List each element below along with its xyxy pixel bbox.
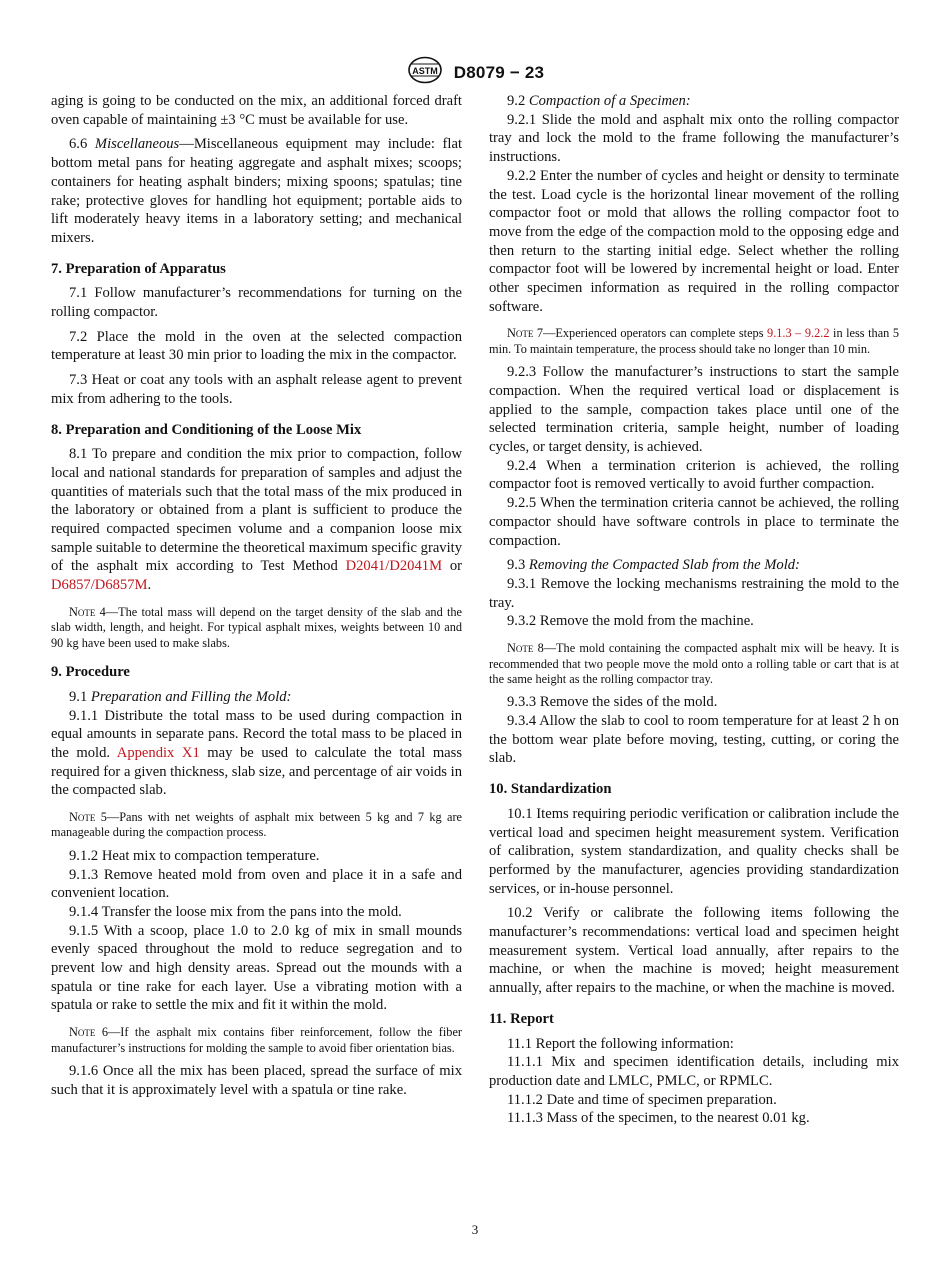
note-6: Note 6—If the asphalt mix contains fiber reinforcement, follow the fiber manufacturer’s instructions for molding the sample to avoid fiber orientation bias. xyxy=(51,1025,462,1055)
paragraph-8-1: 8.1 To prepare and condition the mix prior to compaction, follow local and national standards for preparation of samples and adjust the quantities of materials such that the total mass of the mix produced in the laboratory or obtained from a plant is sufficient to produce the required compacted specimen volume and a companion loose mix sample suitable to determine the theoretical maximum specific gravity of the asphalt mix according to Test Method D2041/D2041M or D6857/D6857M. xyxy=(51,446,463,594)
paragraph-9-1-6: 9.1.6 Once all the mix has been placed, spread the surface of mix such that it is approximately level with a spatula or tine rake. xyxy=(51,1062,462,1098)
paragraph-9-3-4: 9.3.4 Allow the slab to cool to room temperature for at least 2 h on the bottom wear plate before moving, testing, cutting, or coring the slab. xyxy=(489,713,899,767)
paragraph-11-1-2: 11.1.2 Date and time of specimen preparation. xyxy=(507,1091,777,1108)
link-d6857[interactable]: D6857/D6857M xyxy=(51,577,148,594)
section-heading-11: 11. Report xyxy=(489,1010,554,1027)
svg-text:ASTM: ASTM xyxy=(412,66,438,76)
paragraph-9-2-2: 9.2.2 Enter the number of cycles and height or density to terminate the test. Load cycle is the horizontal linear movement of the rolling compactor foot or mold that allows the rolling compactor foot to move from the edge of the compaction mold to the opposing edge and then return to the starting initial edge. Select whether the rolling compactor foot will be lowered by incremental height or load. Enter other specimen information as required in the rolling compactor software. xyxy=(489,167,899,315)
paragraph-9-1-4: 9.1.4 Transfer the loose mix from the pans into the mold. xyxy=(69,903,402,920)
paragraph-10-1: 10.1 Items requiring periodic verification or calibration include the vertical load and specimen height measurement system. Verification of calibration, system standardization, and quality checks shall be performed by the manufacturer, agencies providing standardization services, or in-house personnel. xyxy=(489,805,899,897)
paragraph-7-3: 7.3 Heat or coat any tools with an asphalt release agent to prevent mix from adhering to the tools. xyxy=(51,372,462,407)
paragraph-9-2-1: 9.2.1 Slide the mold and asphalt mix onto the rolling compactor tray and lock the mold to the frame following the manufacturer’s instructions. xyxy=(489,111,899,166)
paragraph-9-2-4: 9.2.4 When a termination criterion is achieved, the rolling compactor foot is removed vertically to avoid further compaction. xyxy=(489,457,899,493)
paragraph-9-1-2: 9.1.2 Heat mix to compaction temperature. xyxy=(69,847,320,864)
paragraph-10-2: 10.2 Verify or calibrate the following items following the manufacturer’s recommendations: vertical load and specimen height measurement system. Vertical load annually, after repairs to the machine, or when the machine is moved; height measurement annually, after repairs to the machine, or when the machine is moved. xyxy=(489,905,899,997)
paragraph-9-1: 9.1 Preparation and Filling the Mold: xyxy=(69,688,292,705)
paragraph-9-2-5: 9.2.5 When the termination criteria cannot be achieved, the rolling compactor should have software controls in place to terminate the compaction. xyxy=(489,495,899,549)
paragraph-9-3: 9.3 Removing the Compacted Slab from the Mold: xyxy=(507,557,800,574)
link-steps-range[interactable]: 9.1.3 – 9.2.2 xyxy=(767,326,830,341)
note-7: Note 7—Experienced operators can complete steps 9.1.3 – 9.2.2 in less than 5 min. To maintain temperature, the process should take no longer than 10 min. xyxy=(489,326,899,356)
note-4: Note 4—The total mass will depend on the target density of the slab and the slab width, length, and height. For typical asphalt mixes, weights between 10 and 90 kg have been used to make slabs. xyxy=(51,604,462,650)
section-heading-8: 8. Preparation and Conditioning of the Loose Mix xyxy=(51,421,362,438)
note-8: Note 8—The mold containing the compacted asphalt mix will be heavy. It is recommended that two people move the mold onto a rolling table or cart that is at the same height as the rolling compactor tray. xyxy=(489,641,899,686)
paragraph-11-1-3: 11.1.3 Mass of the specimen, to the nearest 0.01 kg. xyxy=(507,1110,810,1127)
paragraph-7-1: 7.1 Follow manufacturer’s recommendations for turning on the rolling compactor. xyxy=(51,285,462,321)
paragraph-9-2: 9.2 Compaction of a Specimen: xyxy=(507,93,691,109)
section-heading-7: 7. Preparation of Apparatus xyxy=(51,260,226,277)
link-d2041[interactable]: D2041/D2041M xyxy=(345,558,443,575)
paragraph-9-1-5: 9.1.5 With a scoop, place 1.0 to 2.0 kg of mix in small mounds evenly spaced throughout the mold to reduce segregation and to prevent low and high density areas. Spread out the mounds with a spatula or tine rake for each layer. Use a vibrating motion with a spatula or rake to settle the mix and fit it within the mold. xyxy=(51,922,462,1014)
paragraph-9-3-2: 9.3.2 Remove the mold from the machine. xyxy=(507,613,754,630)
document-id: D8079 − 23 xyxy=(453,62,545,82)
section-heading-9: 9. Procedure xyxy=(51,664,130,681)
paragraph-9-3-1: 9.3.1 Remove the locking mechanisms restraining the mold to the tray. xyxy=(489,575,899,611)
paragraph-9-3-3: 9.3.3 Remove the sides of the mold. xyxy=(507,694,718,711)
paragraph-9-2-3: 9.2.3 Follow the manufacturer’s instructions to start the sample compaction. When the required vertical load or displacement is applied to the sample, compaction takes place until one of the selected termination criteria, sample height, number of loading cycles, or target density, is achieved. xyxy=(489,364,899,456)
astm-logo-icon xyxy=(406,56,444,89)
paragraph-9-1-1: 9.1.1 Distribute the total mass to be used during compaction in equal amounts in separate pans. Record the total mass to be placed in the mold. Appendix X1 may be used to calculate the total mass required for a given thickness, slab size, and percentage of air voids in the compacted slab. xyxy=(51,707,463,799)
paragraph-6-6: 6.6 Miscellaneous—Miscellaneous equipment may include: flat bottom metal pans for heating aggregate and asphalt mixes; scoops; containers for heating asphalt binders; mixing spoons; spatulas; tine rake; protective gloves for handling hot equipment; portable aids to lift moderately heavy items in a laboratory setting; and mechanical mixers. xyxy=(51,136,462,246)
paragraph-oven: aging is going to be conducted on the mix, an additional forced draft oven capable of maintaining ±3 °C must be available for use. xyxy=(51,93,462,128)
link-appendix-x1[interactable]: Appendix X1 xyxy=(116,744,200,761)
page-header xyxy=(0,56,950,89)
paragraph-11-1: 11.1 Report the following information: xyxy=(507,1035,734,1052)
paragraph-9-1-3: 9.1.3 Remove heated mold from oven and place it in a safe and convenient location. xyxy=(51,866,462,902)
left-column xyxy=(51,92,462,1099)
section-heading-10: 10. Standardization xyxy=(489,781,612,798)
paragraph-7-2: 7.2 Place the mold in the oven at the selected compaction temperature at least 30 min prior to loading the mix in the compactor. xyxy=(51,328,462,364)
right-column xyxy=(489,92,899,1128)
page-number: 3 xyxy=(471,1222,479,1237)
note-5: Note 5—Pans with net weights of asphalt mix between 5 kg and 7 kg are manageable during the compaction process. xyxy=(51,810,462,840)
paragraph-11-1-1: 11.1.1 Mix and specimen identification details, including mix production date and LMLC, PMLC, or RPMLC. xyxy=(489,1054,899,1089)
